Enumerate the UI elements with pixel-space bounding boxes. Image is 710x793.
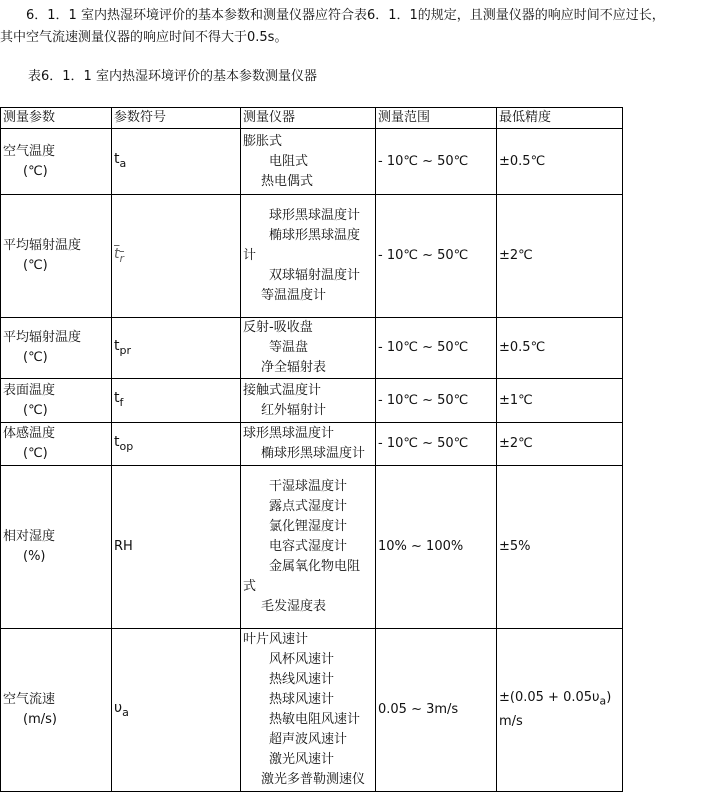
range-cell: - 10℃ ~ 50℃: [376, 129, 497, 195]
symbol-cell: [112, 423, 241, 466]
header-symbol: 参数符号: [112, 108, 241, 129]
instrument: 球形黑球温度计: [269, 208, 361, 223]
instrument-cell: [241, 423, 376, 466]
instrument: 激光风速计: [269, 752, 335, 767]
instrument: 干湿球温度计: [269, 479, 348, 494]
table-row: [1, 466, 623, 629]
precision-cell: ±1℃: [497, 379, 623, 423]
instrument: 毛发湿度表: [261, 599, 327, 614]
instrument-cell: [241, 129, 376, 195]
symbol-sub: pr: [119, 343, 132, 357]
range-cell: - 10℃ ~ 50℃: [376, 195, 497, 318]
instrument: 球形黑球温度计: [243, 426, 335, 441]
precision-cell: ±0.5℃: [497, 129, 623, 195]
table-row: [1, 129, 623, 195]
symbol-base: t: [114, 245, 120, 262]
instrument: 接触式温度计: [243, 382, 322, 398]
instrument-cell: [241, 318, 376, 379]
symbol-cell: [112, 629, 241, 792]
param-cell: [1, 318, 112, 379]
range-cell: - 10℃ ~ 50℃: [376, 318, 497, 379]
param-name: 相对湿度: [3, 529, 56, 544]
table-row: [1, 379, 623, 423]
param-name: 表面温度: [3, 382, 56, 398]
param-name: 体感温度: [3, 426, 56, 441]
param-cell: [1, 129, 112, 195]
table-row: [1, 195, 623, 318]
param-unit: (%): [23, 549, 46, 564]
table-row: [1, 423, 623, 466]
precision-unit: m/s: [499, 713, 523, 729]
instrument: 激光多普勒测速仪: [261, 772, 366, 787]
table-row: [1, 318, 623, 379]
instrument: 氯化锂湿度计: [269, 519, 348, 534]
instrument: 红外辐射计: [261, 402, 327, 418]
param-cell: [1, 629, 112, 792]
symbol: RH: [114, 539, 133, 554]
instrument: 椭球形黑球温度: [269, 228, 361, 243]
precision-cell: ±2℃: [497, 423, 623, 466]
precision-part: ±(0.05 + 0.05υ: [499, 690, 600, 706]
symbol-sub: a: [119, 156, 127, 170]
param-name: 平均辐射温度: [3, 330, 82, 345]
intro-line-2: 其中空气流速测量仪器的响应时间不得大于0.5s。: [0, 30, 288, 45]
header-precision: 最低精度: [497, 108, 623, 129]
instrument-cell: [241, 629, 376, 792]
symbol-cell: [112, 129, 241, 195]
instrument-cell: [241, 466, 376, 629]
instrument: 膨胀式: [243, 133, 283, 149]
param-cell: [1, 379, 112, 423]
range-cell: - 10℃ ~ 50℃: [376, 379, 497, 423]
symbol: t: [114, 433, 120, 450]
instrument-cell: [241, 195, 376, 318]
table-header-row: [1, 108, 623, 129]
instrument: 金属氧化物电阻: [269, 559, 361, 574]
param-unit: (℃): [23, 163, 48, 179]
precision-cell: ±0.5℃: [497, 318, 623, 379]
header-instrument: 测量仪器: [241, 108, 376, 129]
param-name: 平均辐射温度: [3, 238, 82, 253]
precision-part: ): [606, 690, 612, 706]
symbol-sub: op: [119, 439, 134, 453]
param-unit: (℃): [23, 446, 48, 461]
intro-paragraph: [0, 5, 710, 49]
instrument: 反射-吸收盘: [243, 320, 313, 335]
instrument: 等温温度计: [261, 288, 327, 303]
param-unit: (℃): [23, 350, 48, 365]
param-unit: (℃): [23, 402, 48, 418]
instrument: 电阻式: [269, 153, 309, 169]
symbol-sub: a: [122, 705, 129, 719]
header-range: 测量范围: [376, 108, 497, 129]
table-row: [1, 629, 623, 792]
precision-cell: [497, 629, 623, 792]
header-param: 测量参数: [1, 108, 112, 129]
symbol-cell: [112, 195, 241, 318]
instrument: 净全辐射表: [261, 360, 327, 375]
symbol-cell: [112, 379, 241, 423]
param-name: 空气温度: [3, 143, 56, 159]
range-cell: 0.05 ~ 3m/s: [376, 629, 497, 792]
symbol-cell: [112, 318, 241, 379]
param-unit: (℃): [23, 258, 48, 273]
intro-line-1: 6．1．1 室内热湿环境评价的基本参数和测量仪器应符合表6．1．1的规定，且测量仪器的响应时间不应过长，: [26, 8, 665, 23]
range-cell: - 10℃ ~ 50℃: [376, 423, 497, 466]
instrument: 叶片风速计: [243, 632, 309, 647]
instrument: 热线风速计: [269, 672, 335, 687]
precision-cell: ±2℃: [497, 195, 623, 318]
instrument: 热敏电阻风速计: [269, 712, 361, 727]
param-name: 空气流速: [3, 692, 56, 707]
instrument: 露点式湿度计: [269, 499, 348, 514]
symbol: t: [114, 151, 120, 168]
symbol-cell: [112, 466, 241, 629]
instrument: 电容式湿度计: [269, 539, 348, 554]
symbol: t: [114, 390, 120, 407]
parameter-table: [0, 107, 623, 792]
symbol: t: [114, 337, 120, 354]
instrument: 双球辐射温度计: [269, 268, 361, 283]
precision-sub: a: [599, 694, 607, 708]
instrument: 热球风速计: [269, 692, 335, 707]
instrument: 热电偶式: [261, 173, 314, 189]
instrument-cell: [241, 379, 376, 423]
symbol: υ: [114, 699, 123, 716]
param-unit: (m/s): [23, 712, 57, 727]
param-cell: [1, 195, 112, 318]
instrument: 超声波风速计: [269, 732, 348, 747]
symbol: [114, 245, 125, 265]
table-caption: 表6．1．1 室内热湿环境评价的基本参数测量仪器: [28, 69, 317, 84]
instrument: 计: [243, 248, 257, 263]
symbol-sub: r: [119, 251, 125, 265]
instrument: 式: [243, 579, 257, 594]
range-cell: 10% ~ 100%: [376, 466, 497, 629]
param-cell: [1, 423, 112, 466]
symbol-sub: f: [119, 395, 124, 409]
instrument: 椭球形黑球温度计: [261, 446, 366, 461]
precision-cell: ±5%: [497, 466, 623, 629]
instrument: 等温盘: [269, 340, 309, 355]
instrument: 风杯风速计: [269, 652, 335, 667]
param-cell: [1, 466, 112, 629]
